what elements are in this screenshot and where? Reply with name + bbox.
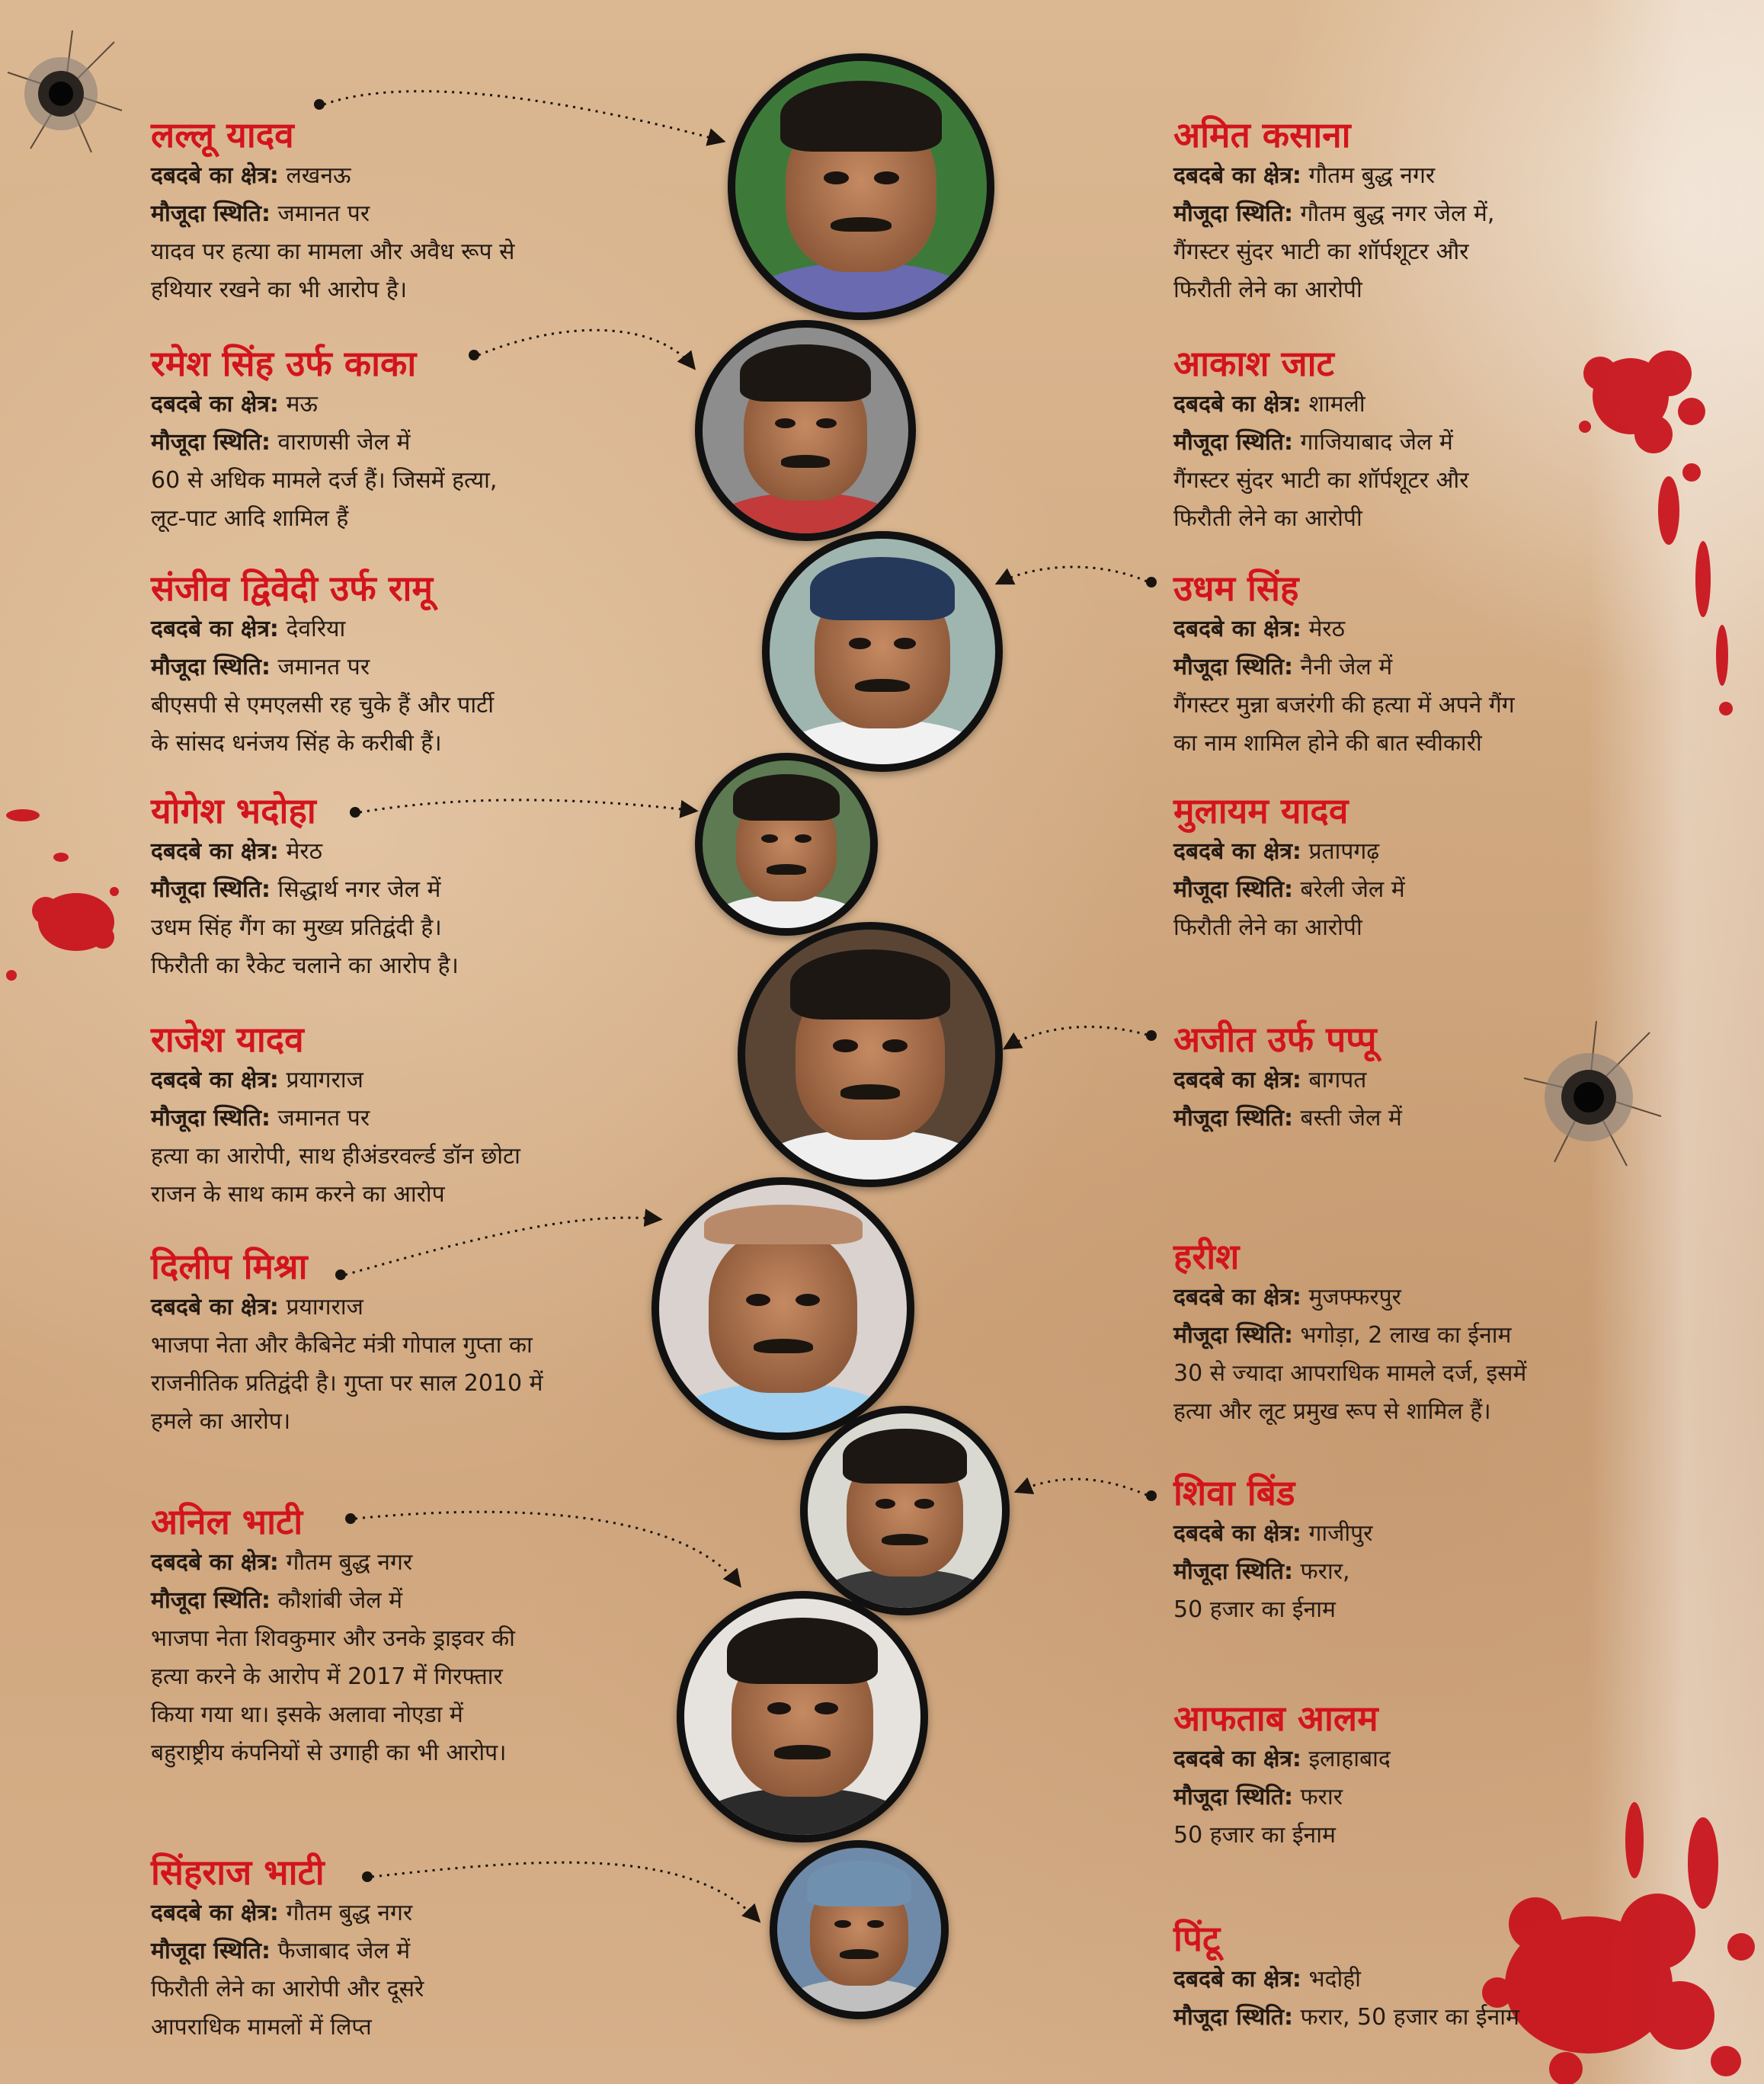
connector-dot bbox=[1146, 1030, 1157, 1041]
area-label: दबदबे का क्षेत्र: bbox=[151, 1900, 279, 1926]
status-value: जमानत पर bbox=[277, 200, 370, 227]
area-label: दबदबे का क्षेत्र: bbox=[151, 616, 279, 642]
portrait-photo bbox=[695, 320, 916, 541]
profile-name: राजेश यादव bbox=[151, 1019, 304, 1060]
area-label: दबदबे का क्षेत्र: bbox=[1173, 391, 1301, 418]
status-label: मौजूदा स्थिति: bbox=[1173, 876, 1293, 903]
area-value: इलाहाबाद bbox=[1308, 1746, 1391, 1772]
profile-description: फिरौती लेने का आरोपी और दूसरे आपराधिक मामलों में लिप्त bbox=[151, 1976, 424, 2041]
status-value: गौतम बुद्ध नगर जेल में, bbox=[1300, 200, 1495, 227]
profile-entry bbox=[151, 343, 700, 538]
status-value: फैजाबाद जेल में bbox=[277, 1938, 411, 1964]
area-value: मुजफ्फरपुर bbox=[1308, 1284, 1401, 1311]
area-label: दबदबे का क्षेत्र: bbox=[151, 162, 279, 189]
status-value: जमानत पर bbox=[277, 1105, 370, 1132]
area-value: प्रतापगढ़ bbox=[1308, 838, 1380, 865]
status-label: मौजूदा स्थिति: bbox=[1173, 2004, 1293, 2031]
profile-description: बीएसपी से एमएलसी रह चुके हैं और पार्टी के सांसद धनंजय सिंह के करीबी हैं। bbox=[151, 692, 495, 757]
profile-entry bbox=[151, 568, 700, 763]
connector-dot bbox=[1146, 1490, 1157, 1501]
status-label: मौजूदा स्थिति: bbox=[1173, 1322, 1293, 1349]
area-value: मेरठ bbox=[1308, 616, 1346, 642]
profile-description: यादव पर हत्या का मामला और अवैध रूप से हथियार रखने का भी आरोप है। bbox=[151, 238, 515, 303]
profile-entry bbox=[151, 1019, 700, 1214]
area-value: देवरिया bbox=[286, 616, 346, 642]
profile-name: शिवा बिंड bbox=[1173, 1472, 1295, 1513]
portrait-photo bbox=[728, 53, 994, 320]
profile-name: सिंहराज भाटी bbox=[151, 1852, 325, 1893]
profile-entry bbox=[1173, 568, 1661, 763]
status-value: नैनी जेल में bbox=[1300, 654, 1393, 680]
status-label: मौजूदा स्थिति: bbox=[151, 1105, 271, 1132]
portrait-photo bbox=[677, 1591, 928, 1842]
area-label: दबदबे का क्षेत्र: bbox=[1173, 1746, 1301, 1772]
area-value: लखनऊ bbox=[286, 162, 351, 189]
status-label: मौजूदा स्थिति: bbox=[1173, 654, 1293, 680]
area-label: दबदबे का क्षेत्र: bbox=[1173, 1284, 1301, 1311]
profile-name: पिंटू bbox=[1173, 1918, 1221, 1959]
profile-entry bbox=[151, 1852, 700, 2047]
profile-name: अजीत उर्फ पप्पू bbox=[1173, 1019, 1377, 1060]
profile-name: अनिल भाटी bbox=[151, 1501, 303, 1542]
area-label: दबदबे का क्षेत्र: bbox=[151, 1549, 279, 1576]
area-label: दबदबे का क्षेत्र: bbox=[1173, 838, 1301, 865]
profile-description: उधम सिंह गैंग का मुख्य प्रतिद्वंदी है। फिरौती का रैकेट चलाने का आरोप है। bbox=[151, 914, 459, 979]
profile-description: गैंगस्टर मुन्ना बजरंगी की हत्या में अपने गैंग का नाम शामिल होने की बात स्वीकारी bbox=[1173, 692, 1515, 757]
status-value: वाराणसी जेल में bbox=[277, 429, 411, 456]
profile-description: भाजपा नेता और कैबिनेट मंत्री गोपाल गुप्ता का राजनीतिक प्रतिद्वंदी है। गुप्ता पर साल 2010 में हमले का आरोप। bbox=[151, 1332, 543, 1435]
profile-entry bbox=[1173, 114, 1661, 309]
status-label: मौजूदा स्थिति: bbox=[151, 429, 271, 456]
profile-description: हत्या का आरोपी, साथ हीअंडरवर्ल्ड डॉन छोटा राजन के साथ काम करने का आरोप bbox=[151, 1143, 520, 1208]
profile-entry bbox=[151, 1246, 700, 1441]
profile-entry bbox=[1173, 1918, 1661, 2037]
profile-entry bbox=[151, 114, 700, 309]
area-label: दबदबे का क्षेत्र: bbox=[1173, 162, 1301, 189]
status-value: फरार bbox=[1300, 1784, 1343, 1810]
status-value: बरेली जेल में bbox=[1300, 876, 1405, 903]
profile-description: फिरौती लेने का आरोपी bbox=[1173, 914, 1362, 941]
area-label: दबदबे का क्षेत्र: bbox=[1173, 1520, 1301, 1547]
portrait-photo bbox=[762, 531, 1003, 772]
area-value: गौतम बुद्ध नगर bbox=[286, 1900, 413, 1926]
profile-description: 60 से अधिक मामले दर्ज हैं। जिसमें हत्या, लूट-पाट आदि शामिल हैं bbox=[151, 467, 498, 532]
profile-entry bbox=[1173, 343, 1661, 538]
profile-name: रमेश सिंह उर्फ काका bbox=[151, 343, 417, 384]
portrait-photo bbox=[695, 753, 878, 936]
profile-description: 50 हजार का ईनाम bbox=[1173, 1822, 1336, 1849]
area-value: प्रयागराज bbox=[286, 1067, 363, 1093]
profile-name: संजीव द्विवेदी उर्फ रामू bbox=[151, 568, 433, 609]
status-label: मौजूदा स्थिति: bbox=[1173, 1105, 1293, 1132]
status-label: मौजूदा स्थिति: bbox=[1173, 200, 1293, 227]
status-label: मौजूदा स्थिति: bbox=[1173, 1558, 1293, 1585]
profile-name: हरीश bbox=[1173, 1236, 1240, 1277]
area-value: मेरठ bbox=[286, 838, 323, 865]
profile-entry bbox=[151, 790, 700, 985]
portrait-photo bbox=[770, 1840, 949, 2019]
area-value: बागपत bbox=[1308, 1067, 1367, 1093]
status-label: मौजूदा स्थिति: bbox=[151, 1938, 271, 1964]
area-label: दबदबे का क्षेत्र: bbox=[151, 391, 279, 418]
profile-name: आफताब आलम bbox=[1173, 1698, 1378, 1739]
profile-name: अमित कसाना bbox=[1173, 114, 1351, 155]
status-label: मौजूदा स्थिति: bbox=[151, 200, 271, 227]
area-value: प्रयागराज bbox=[286, 1294, 363, 1321]
profile-name: योगेश भदोहा bbox=[151, 790, 316, 831]
profile-description: 30 से ज्यादा आपराधिक मामले दर्ज, इसमें हत्या और लूट प्रमुख रूप से शामिल हैं। bbox=[1173, 1360, 1527, 1425]
area-label: दबदबे का क्षेत्र: bbox=[151, 1067, 279, 1093]
area-label: दबदबे का क्षेत्र: bbox=[151, 1294, 279, 1321]
status-value: फरार, 50 हजार का ईनाम bbox=[1300, 2004, 1519, 2031]
area-label: दबदबे का क्षेत्र: bbox=[1173, 616, 1301, 642]
status-label: मौजूदा स्थिति: bbox=[151, 1587, 271, 1614]
profile-description: गैंगस्टर सुंदर भाटी का शॉर्पशूटर और फिरौती लेने का आरोपी bbox=[1173, 238, 1469, 303]
portrait-photo bbox=[800, 1406, 1010, 1615]
status-value: सिद्धार्थ नगर जेल में bbox=[277, 876, 441, 903]
profile-name: उधम सिंह bbox=[1173, 568, 1299, 609]
profile-description: भाजपा नेता शिवकुमार और उनके ड्राइवर की हत्या करने के आरोप में 2017 में गिरफ्तार किया गया था। इसके अलावा नोएडा में बहुराष्ट्रीय कंपनियों से उगाही का भी आरोप। bbox=[151, 1625, 515, 1766]
status-label: मौजूदा स्थिति: bbox=[1173, 1784, 1293, 1810]
profile-entry bbox=[151, 1501, 700, 1772]
area-value: गौतम बुद्ध नगर bbox=[286, 1549, 413, 1576]
profile-entry bbox=[1173, 790, 1661, 947]
area-label: दबदबे का क्षेत्र: bbox=[1173, 1067, 1301, 1093]
status-label: मौजूदा स्थिति: bbox=[151, 876, 271, 903]
status-value: फरार, bbox=[1300, 1558, 1350, 1585]
area-label: दबदबे का क्षेत्र: bbox=[1173, 1966, 1301, 1993]
area-value: गाजीपुर bbox=[1308, 1520, 1373, 1547]
profile-name: मुलायम यादव bbox=[1173, 790, 1349, 831]
profile-name: लल्लू यादव bbox=[151, 114, 294, 155]
profile-entry bbox=[1173, 1698, 1661, 1855]
status-value: जमानत पर bbox=[277, 654, 370, 680]
status-value: गाजियाबाद जेल में bbox=[1300, 429, 1453, 456]
area-value: भदोही bbox=[1308, 1966, 1361, 1993]
area-value: मऊ bbox=[286, 391, 318, 418]
profile-description: 50 हजार का ईनाम bbox=[1173, 1596, 1336, 1623]
profile-entry bbox=[1173, 1019, 1661, 1138]
profile-description: गैंगस्टर सुंदर भाटी का शॉर्पशूटर और फिरौती लेने का आरोपी bbox=[1173, 467, 1469, 532]
area-value: गौतम बुद्ध नगर bbox=[1308, 162, 1436, 189]
status-value: बस्ती जेल में bbox=[1300, 1105, 1402, 1132]
area-label: दबदबे का क्षेत्र: bbox=[151, 838, 279, 865]
profile-name: दिलीप मिश्रा bbox=[151, 1246, 308, 1287]
status-label: मौजूदा स्थिति: bbox=[151, 654, 271, 680]
area-value: शामली bbox=[1308, 391, 1365, 418]
profile-entry bbox=[1173, 1236, 1661, 1431]
status-value: कौशांबी जेल में bbox=[277, 1587, 403, 1614]
status-value: भगोड़ा, 2 लाख का ईनाम bbox=[1300, 1322, 1512, 1349]
profile-name: आकाश जाट bbox=[1173, 343, 1334, 384]
status-label: मौजूदा स्थिति: bbox=[1173, 429, 1293, 456]
connector-dot bbox=[314, 99, 325, 110]
profile-entry bbox=[1173, 1472, 1661, 1629]
portrait-photo bbox=[738, 922, 1003, 1187]
connector-dot bbox=[1146, 577, 1157, 587]
